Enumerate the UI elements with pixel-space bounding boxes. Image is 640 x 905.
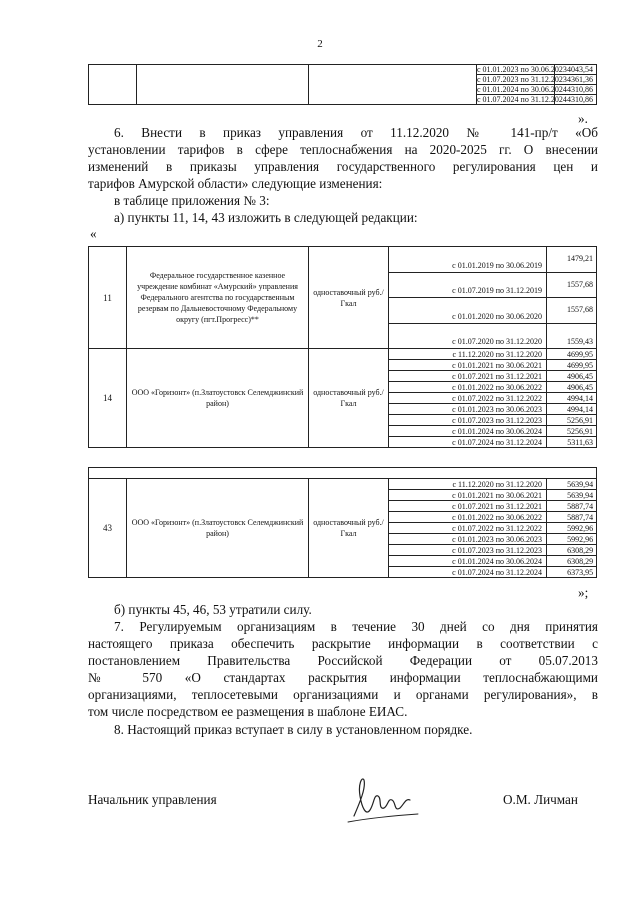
item6-sub: в таблице приложения № 3: [114,193,270,208]
value-cell: 4994,14 [547,404,597,415]
value-cell: 5256,91 [547,415,597,426]
value-cell: 5639,94 [547,490,597,501]
period-cell: с 11.12.2020 по 31.12.2020 [389,349,547,360]
value-cell: 4310,86 [555,95,597,105]
table-row [89,349,597,360]
period-cell: с 01.01.2023 по 30.06.2023 [477,65,567,74]
item8: 8. Настоящий приказ вступает в силу в установленном порядке. [114,722,473,737]
signer-position: Начальник управления [88,792,217,807]
item7-line-3: постановлением Правительства Российской Федерации от 05.07.2013 [88,653,598,668]
organization-cell: ООО «Горизонт» (п.Златоустовск Селемджинский район) [127,479,309,578]
value-cell: 6308,29 [547,556,597,567]
value-cell: 4310,86 [555,85,597,95]
value-cell: 4699,95 [547,360,597,371]
period-cell: с 01.07.2022 по 31.12.2022 [389,523,547,534]
period-cell: с 01.07.2024 по 31.12.2024 [389,437,547,448]
table-spacer-row [89,468,597,479]
tariff-type-cell: одноставочный руб./Гкал [309,247,389,349]
value-cell: 4361,36 [555,75,597,85]
value-cell: 6373,95 [547,567,597,578]
period-cell: с 01.01.2023 по 30.06.2023 [389,404,547,415]
value-cell: 1559,43 [547,324,597,349]
value-cell: 1557,68 [547,273,597,298]
table-close-mark: »; [578,585,589,600]
value-cell: 4994,14 [547,393,597,404]
period-cell: с 01.01.2024 по 30.06.2024 [389,556,547,567]
period-cell: с 01.07.2024 по 31.12.2024 [389,567,547,578]
item7-line-6: том числе посредством ее размещения в шаблоне ЕИАС. [88,704,408,719]
value-cell: 5311,63 [547,437,597,448]
value-cell: 1479,21 [547,247,597,273]
period-cell: с 01.01.2019 по 30.06.2019 [389,247,547,273]
value-cell: 5992,96 [547,534,597,545]
period-cell: с 01.07.2019 по 31.12.2019 [389,273,547,298]
organization-cell: Федеральное государственное казенное учреждение комбинат «Амурский» управления Федерального агентства по государственным резервам по Дальневосточному Федеральному округу (пгт.Прогресс)** [127,247,309,349]
item6-line-3: изменений в приказы управления государственного регулирования цен и [88,159,598,174]
item6-line-4: тарифов Амурской области» следующие изменения: [88,176,383,191]
value-cell: 4043,54 [555,65,597,75]
item7-line-4: № 570 «О стандартах раскрытия информации теплоснабжающими [88,670,598,685]
organization-cell: ООО «Горизонт» (п.Златоустовск Селемджинский район) [127,349,309,448]
period-cell: с 01.01.2024 по 30.06.2024 [477,85,567,94]
period-cell: с 01.01.2021 по 30.06.2021 [389,490,547,501]
value-cell: 4906,45 [547,371,597,382]
period-cell: с 01.01.2024 по 30.06.2024 [389,426,547,437]
period-cell: с 01.01.2022 по 30.06.2022 [389,512,547,523]
item7-line-1: 7. Регулируемым организациям в течение 30 дней со дня принятия [114,619,598,634]
tariff-table-part-1 [88,246,597,448]
signer-name: О.М. Личман [503,792,578,807]
table-row [89,479,597,490]
open-quote: « [90,226,97,241]
sub-b: б) пункты 45, 46, 53 утратили силу. [114,602,312,617]
period-cell: с 01.07.2022 по 31.12.2022 [389,393,547,404]
item-number-cell: 43 [89,479,127,578]
value-cell: 5256,91 [547,426,597,437]
item6-sub-a: а) пункты 11, 14, 43 изложить в следующей редакции: [114,210,418,225]
item-number-cell: 11 [89,247,127,349]
value-cell: 5887,74 [547,512,597,523]
value-cell: 6308,29 [547,545,597,556]
period-cell: с 01.07.2023 по 31.12.2023 [389,415,547,426]
value-cell: 5887,74 [547,501,597,512]
period-cell: с 11.12.2020 по 31.12.2020 [389,479,547,490]
period-cell: с 01.07.2020 по 31.12.2020 [389,324,547,349]
tariff-type-cell: одноставочный руб./Гкал [309,479,389,578]
period-cell: с 01.07.2021 по 31.12.2021 [389,371,547,382]
item7-line-5: организациями, теплосетевыми организациями и органами регулирования», в [88,687,598,702]
value-cell: 4906,45 [547,382,597,393]
top-continuation-table [88,64,597,105]
period-cell: с 01.01.2020 по 30.06.2020 [389,298,547,324]
period-cell: с 01.07.2023 по 31.12.2023 [477,75,567,84]
table-row [89,247,597,273]
period-cell: с 01.01.2023 по 30.06.2023 [389,534,547,545]
period-cell: с 01.07.2021 по 31.12.2021 [389,501,547,512]
value-cell: 4699,95 [547,349,597,360]
item-number-cell: 14 [89,349,127,448]
signature [340,770,430,830]
period-cell: с 01.07.2024 по 31.12.2024 [477,95,567,104]
period-cell: с 01.07.2023 по 31.12.2023 [389,545,547,556]
top-table-type-cell [309,65,477,105]
period-cell: с 01.01.2021 по 30.06.2021 [389,360,547,371]
top-table-org-cell [137,65,309,105]
value-cell: 5992,96 [547,523,597,534]
top-table-close-mark: ». [578,111,588,126]
item6-line-2: установлении тарифов в сфере теплоснабжения на 2020-2025 гг. О внесении [88,142,598,157]
tariff-table-part-2 [88,467,597,578]
top-table-num-cell [89,65,137,105]
item6-line-1: 6. Внести в приказ управления от 11.12.2020 № 141-пр/т «Об [114,125,598,140]
period-cell: с 01.01.2022 по 30.06.2022 [389,382,547,393]
value-cell: 1557,68 [547,298,597,324]
page-number: 2 [317,38,323,50]
tariff-type-cell: одноставочный руб./Гкал [309,349,389,448]
item7-line-2: настоящего приказа обеспечить раскрытие информации в соответствии с [88,636,598,651]
value-cell: 5639,94 [547,479,597,490]
